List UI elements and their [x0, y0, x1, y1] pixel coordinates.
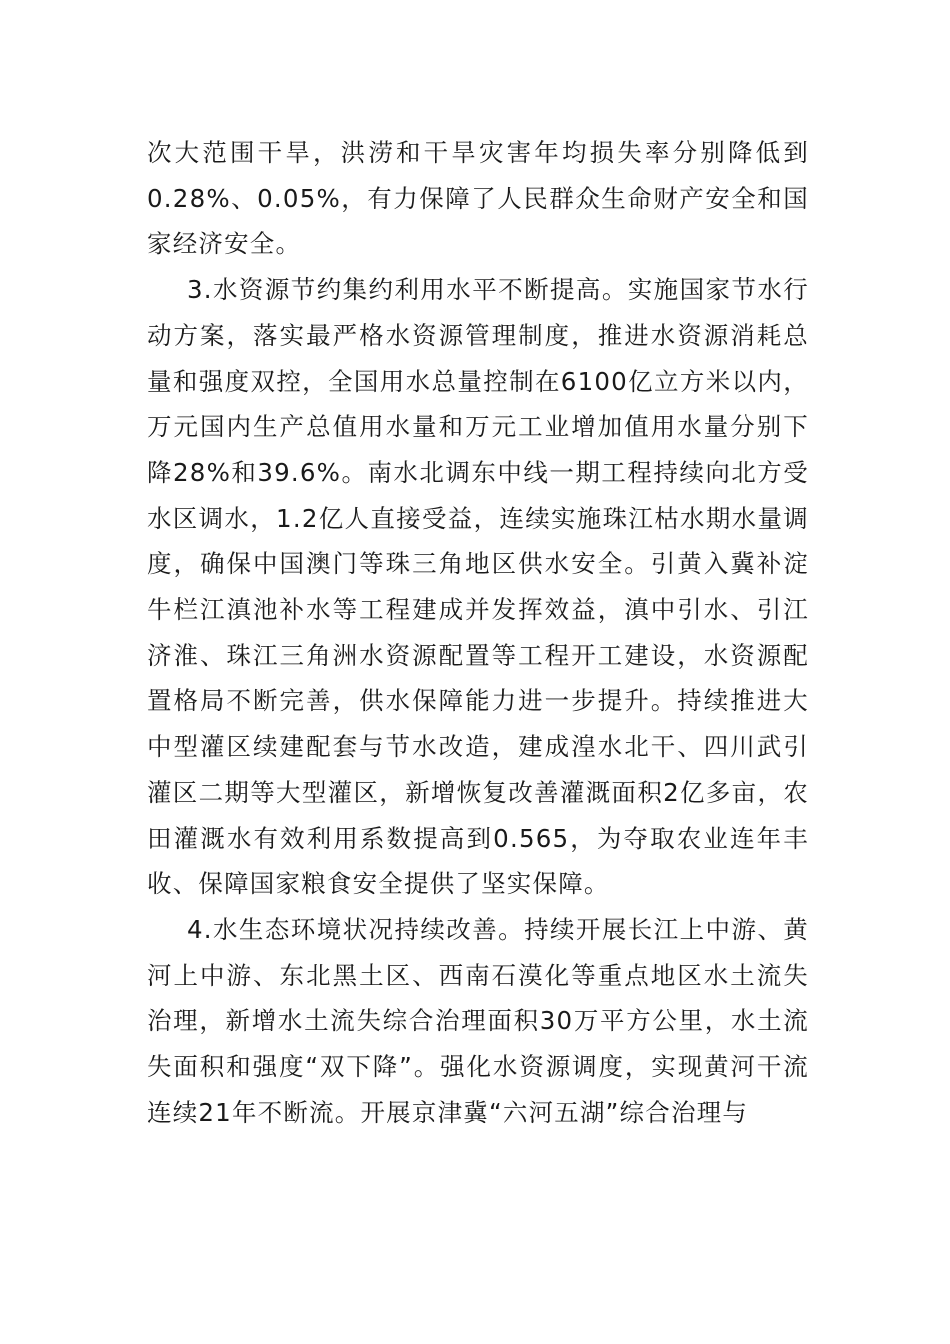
- paragraph-water-ecology-improvement: 4.水生态环境状况持续改善。持续开展长江上中游、黄河上中游、东北黑土区、西南石漠化等重点地区水土流失治理，新增水土流失综合治理面积30万平方公里，水土流失面积和强度“双下降”。强化水资源调度，实现黄河干流连续21年不断流。开展京津冀“六河五湖”综合治理与: [147, 914, 809, 1127]
- paragraph-water-resource-efficiency: 3.水资源节约集约利用水平不断提高。实施国家节水行动方案，落实最严格水资源管理制度，推进水资源消耗总量和强度双控，全国用水总量控制在6100亿立方米以内，万元国内生产总值用水量和万元工业增加值用水量分别下降28%和39.6%。南水北调东中线一期工程持续向北方受水区调水，1.2亿人直接受益，连续实施珠江枯水期水量调度，确保中国澳门等珠三角地区供水安全。引黄入冀补淀牛栏江滇池补水等工程建成并发挥效益，滇中引水、引江济淮、珠江三角洲水资源配置等工程开工建设，水资源配置格局不断完善，供水保障能力进一步提升。持续推进大中型灌区续建配套与节水改造，建成湟水北干、四川武引灌区二期等大型灌区，新增恢复改善灌溉面积2亿多亩，农田灌溉水有效利用系数提高到0.565，为夺取农业连年丰收、保障国家粮食安全提供了坚实保障。: [147, 275, 809, 899]
- paragraph-continued-disaster-loss: 次大范围干旱，洪涝和干旱灾害年均损失率分别降低到0.28%、0.05%，有力保障了人民群众生命财产安全和国家经济安全。: [147, 138, 809, 259]
- document-body: [147, 130, 809, 1135]
